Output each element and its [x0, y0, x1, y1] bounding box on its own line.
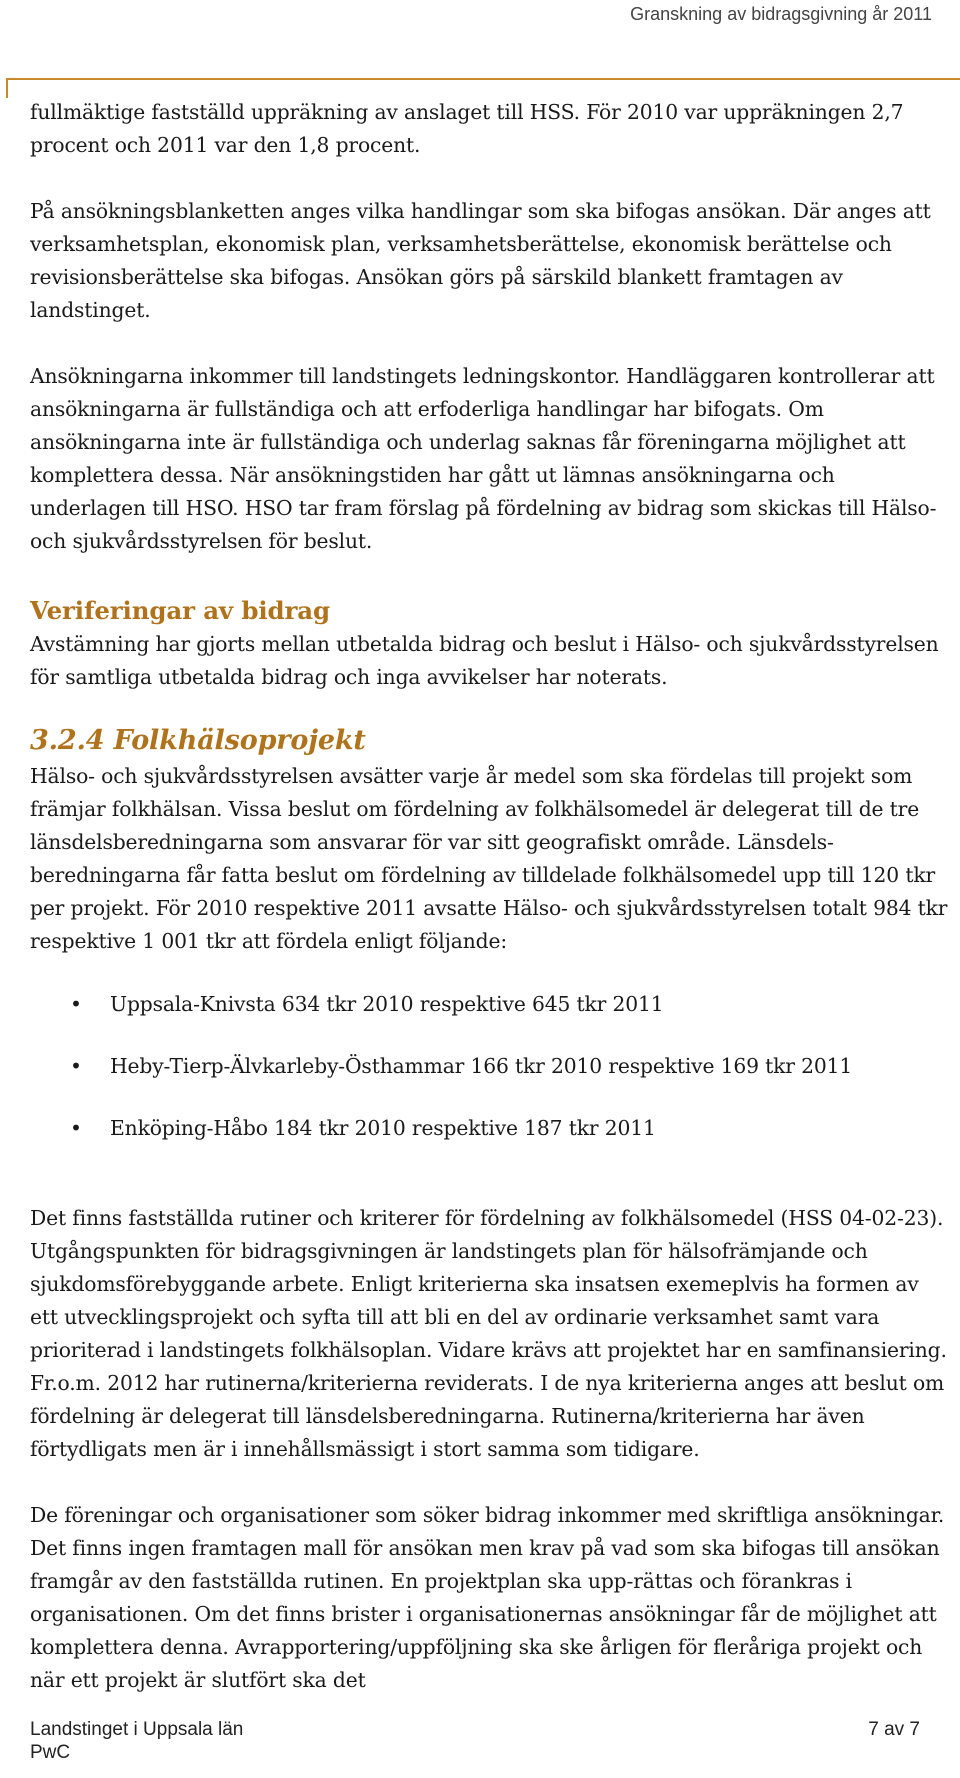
bullet-icon: • [70, 992, 82, 1016]
paragraph-foreningar-ansokningar: De föreningar och organisationer som söker bidrag inkommer med skriftliga ansökningar. Det finns ingen framtagen mall för ansökan men krav på vad som ska bifogas till ansökan framgår av den fastställda rutinen. En projektplan ska upp-rättas och förankras i organisationen. Om det finns brister i organisationernas ansökningar får de möjlighet att komplettera denna. Avrapportering/uppföljning ska ske årligen för fleråriga projekt och när ett projekt är slutfört ska det [30, 1503, 945, 1692]
section-heading-veriferingar: Veriferingar av bidrag [30, 596, 330, 625]
paragraph-ansokningsblankett: På ansökningsblanketten anges vilka handlingar som ska bifogas ansökan. Där anges att verksamhetsplan, ekonomisk plan, verksamhetsberättelse, ekonomisk berättelse och revisionsberättelse ska bifogas. Ansökan görs på särskild blankett framtagen av landstinget. [30, 199, 931, 322]
list-item [30, 988, 950, 1050]
list-item [30, 1050, 950, 1112]
paragraph-avstamning: Avstämning har gjorts mellan utbetalda bidrag och beslut i Hälso- och sjukvårdsstyrelsen för samtliga utbetalda bidrag och inga avvikelser har noterats. [30, 632, 939, 689]
paragraph-folkhalsomedel: Hälso- och sjukvårdsstyrelsen avsätter varje år medel som ska fördelas till projekt som främjar folkhälsan. Vissa beslut om fördelning av folkhälsomedel är delegerat till de tre länsdelsberedningarna som ansvarar för var sitt geografiskt område. Länsdels-beredningarna får fatta beslut om fördelning av tilldelade folkhälsomedel upp till 120 tkr per projekt. För 2010 respektive 2011 avsatte Hälso- och sjukvårdsstyrelsen totalt 984 tkr respektive 1 001 tkr att fördela enligt följande: [30, 764, 948, 953]
paragraph-ansokningar-handlaggning: Ansökningarna inkommer till landstingets ledningskontor. Handläggaren kontrollerar att ansökningarna är fullständiga och att erfoderliga handlingar har bifogats. Om ansökningarna inte är fullständiga och underlag saknas får föreningarna möjlighet att komplettera dessa. När ansökningstiden har gått ut lämnas ansökningarna och underlagen till HSO. HSO tar fram förslag på fördelning av bidrag som skickas till Hälso- och sjukvårdsstyrelsen för beslut. [30, 364, 937, 553]
list-item-text: Enköping-Håbo 184 tkr 2010 respektive 187 tkr 2011 [110, 1116, 656, 1140]
page-footer [30, 1718, 920, 1764]
header-corner-rule [6, 78, 960, 98]
bullet-icon: • [70, 1116, 82, 1140]
document-body [30, 96, 950, 1697]
footer-firm: PwC [30, 1742, 71, 1763]
paragraph-uppraakning: fullmäktige fastställd uppräkning av anslaget till HSS. För 2010 var uppräkningen 2,7 procent och 2011 var den 1,8 procent. [30, 100, 904, 157]
footer-organization: Landstinget i Uppsala län [30, 1719, 244, 1740]
bullet-icon: • [70, 1054, 82, 1078]
list-item [30, 1112, 950, 1174]
list-item-text: Heby-Tierp-Älvkarleby-Östhammar 166 tkr 2010 respektive 169 tkr 2011 [110, 1054, 853, 1078]
section-heading-folkhalsoprojekt: 3.2.4 Folkhälsoprojekt [30, 725, 366, 756]
list-item-text: Uppsala-Knivsta 634 tkr 2010 respektive 645 tkr 2011 [110, 992, 664, 1016]
footer-page-number: 7 av 7 [868, 1719, 920, 1740]
page-header-title: Granskning av bidragsgivning år 2011 [630, 4, 932, 24]
allocation-list [30, 988, 950, 1174]
paragraph-rutiner-kriterier: Det finns fastställda rutiner och kriterer för fördelning av folkhälsomedel (HSS 04-02-23). Utgångspunkten för bidragsgivningen är landstingets plan för hälsofrämjande och sjukdomsförebyggande arbete. Enligt kriterierna ska insatsen exemeplvis ha formen av ett utvecklingsprojekt och syfta till att bli en del av ordinarie verksamhet samt vara prioriterad i landstingets folkhälsoplan. Vidare krävs att projektet har en samfinansiering. Fr.o.m. 2012 har rutinerna/kriterierna reviderats. I de nya kriterierna anges att beslut om fördelning är delegerat till länsdelsberedningarna. Rutinerna/kriterierna har även förtydligats men är i innehållsmässigt i stort samma som tidigare. [30, 1206, 947, 1461]
